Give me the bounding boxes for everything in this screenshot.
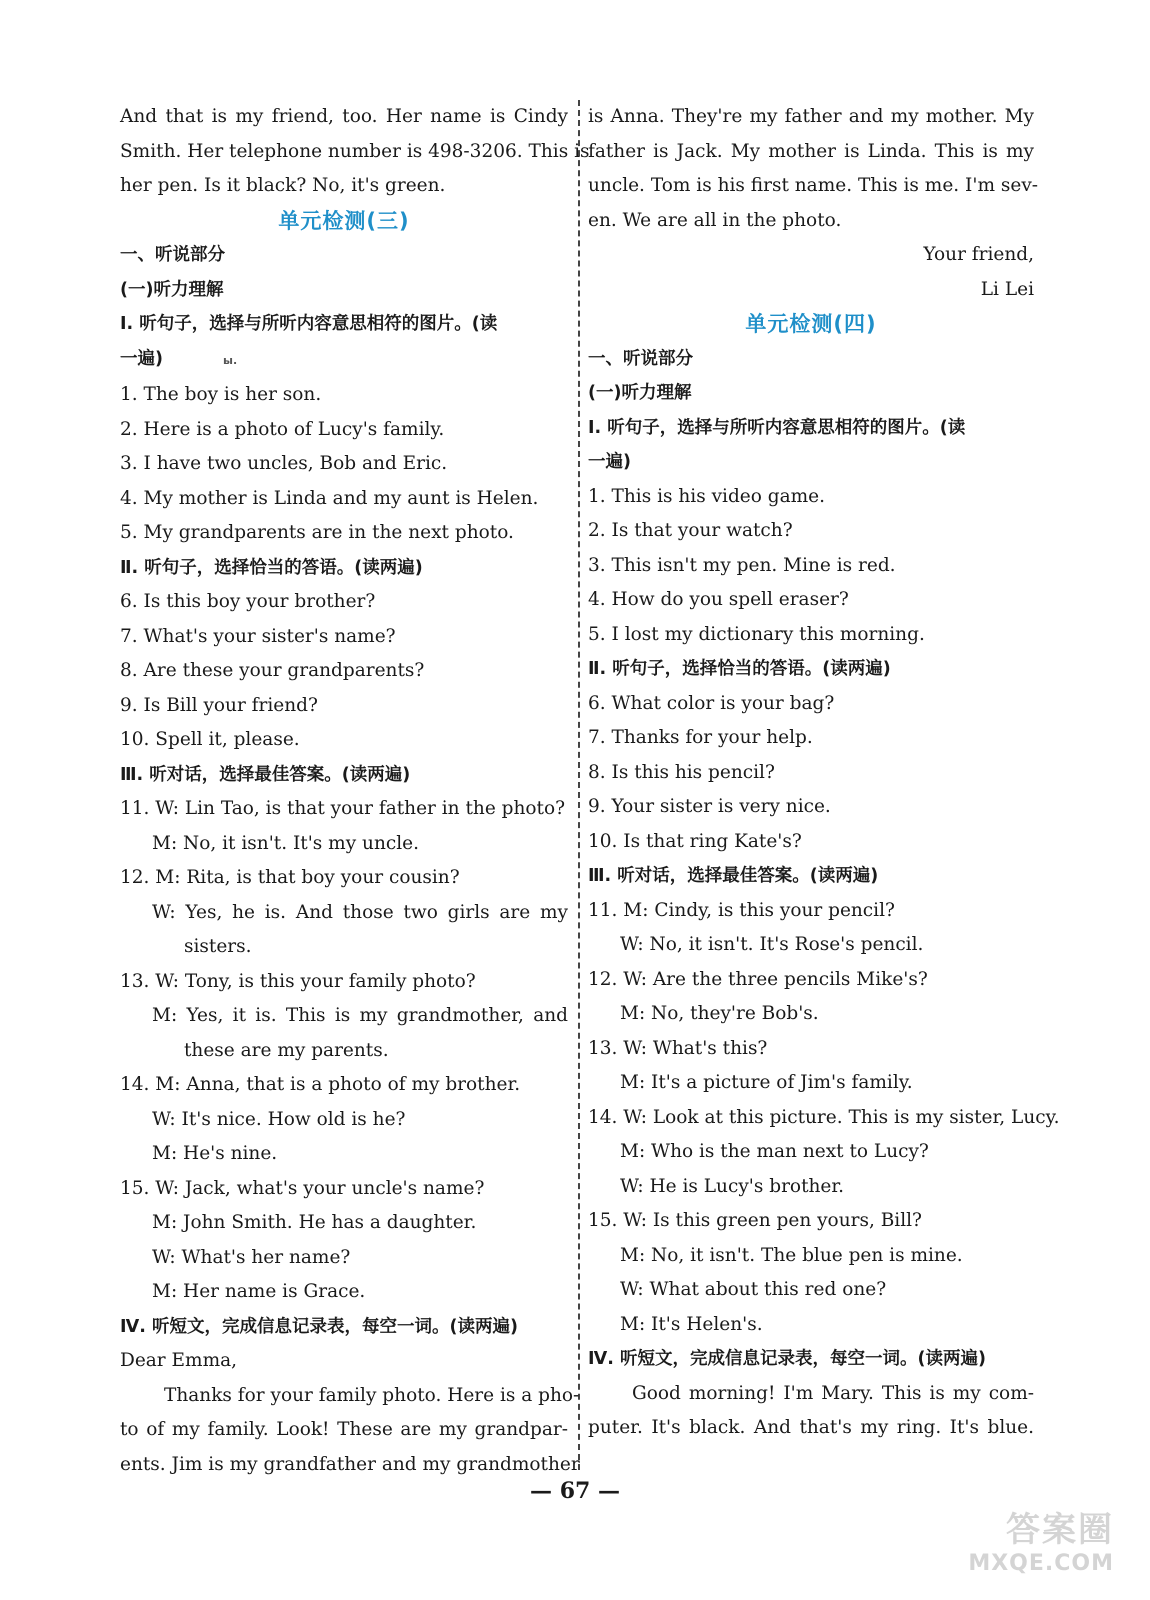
left-column: [120, 100, 590, 1482]
dialogue-line: M: No, it isn't. The blue pen is mine.: [620, 1244, 963, 1266]
question-heading: Ⅰ. 听句子，选择与所听内容意思相符的图片。(读: [120, 314, 498, 334]
text-line: And that is my friend, too. Her name is Cindy: [120, 106, 568, 127]
question-heading: Ⅰ. 听句子，选择与所听内容意思相符的图片。(读: [588, 417, 966, 438]
dialogue-line: 13. W: Tony, is this your family photo?: [120, 970, 476, 992]
text-line: Smith. Her telephone number is 498-3206. This is: [120, 140, 590, 162]
unit-title: 单元检测(四): [745, 312, 877, 336]
listening-item: 6. What color is your bag?: [588, 692, 835, 714]
question-heading: Ⅱ. 听句子，选择恰当的答语。(读两遍): [588, 659, 891, 679]
question-heading: Ⅱ. 听句子，选择恰当的答语。(读两遍): [120, 557, 423, 578]
listening-item: 8. Is this his pencil?: [588, 761, 775, 783]
dialogue-line: M: John Smith. He has a daughter.: [152, 1212, 477, 1233]
dialogue-line: sisters.: [184, 936, 252, 957]
section-heading: (一)听力理解: [120, 279, 224, 300]
letter-line: Thanks for your family photo. Here is a pho-: [164, 1384, 580, 1406]
question-heading-cont: [120, 342, 568, 379]
dialogue-line: W: Yes, he is. And those two girls are my: [152, 901, 568, 923]
listening-item: 1. This is his video game.: [588, 485, 825, 507]
listening-item: 8. Are these your grandparents?: [120, 660, 425, 681]
site-watermark: [924, 1502, 1114, 1580]
listening-item: 5. My grandparents are in the next photo.: [120, 522, 514, 543]
question-heading: Ⅲ. 听对话，选择最佳答案。(读两遍): [588, 866, 879, 886]
dialogue-line: W: He is Lucy's brother.: [620, 1175, 845, 1197]
part-heading: 一、听说部分: [588, 348, 693, 369]
listening-item: 2. Is that your watch?: [588, 520, 793, 541]
dialogue-line: W: No, it isn't. It's Rose's pencil.: [620, 934, 924, 955]
listening-item: 9. Is Bill your friend?: [120, 694, 318, 716]
letter-greeting: Dear Emma,: [120, 1350, 238, 1371]
listening-item: 10. Spell it, please.: [120, 729, 300, 750]
dialogue-line: W: It's nice. How old is he?: [152, 1108, 406, 1130]
listening-item: 4. My mother is Linda and my aunt is Helen.: [120, 487, 539, 509]
passage-line: puter. It's black. And that's my ring. It's blue.: [588, 1417, 1034, 1438]
dialogue-line: M: It's Helen's.: [620, 1313, 763, 1335]
dialogue-line: M: He's nine.: [152, 1143, 278, 1164]
listening-item: 3. I have two uncles, Bob and Eric.: [120, 453, 448, 474]
text-line: is Anna. They're my father and my mother. My: [588, 106, 1034, 127]
right-column: [588, 100, 1060, 1446]
listening-item: 6. Is this boy your brother?: [120, 591, 376, 612]
dialogue-line: M: It's a picture of Jim's family.: [620, 1072, 913, 1093]
dialogue-line: 13. W: What's this?: [588, 1037, 768, 1059]
dialogue-line: W: What's her name?: [152, 1246, 351, 1268]
dialogue-line: M: No, they're Bob's.: [620, 1003, 819, 1024]
question-heading-cont: 一遍): [588, 452, 631, 472]
listening-item: 1. The boy is her son.: [120, 384, 322, 405]
question-heading: Ⅳ. 听短文，完成信息记录表，每空一词。(读两遍): [120, 1316, 518, 1337]
dialogue-line: 12. W: Are the three pencils Mike's?: [588, 968, 928, 990]
dialogue-line: M: No, it isn't. It's my uncle.: [152, 832, 419, 854]
dialogue-line: 15. W: Jack, what's your uncle's name?: [120, 1177, 485, 1199]
dialogue-line: 14. M: Anna, that is a photo of my brother.: [120, 1074, 521, 1095]
dialogue-line: M: Yes, it is. This is my grandmother, and: [152, 1005, 568, 1026]
letter-line: to of my family. Look! These are my grandpar-: [120, 1419, 568, 1440]
listening-item: 2. Here is a photo of Lucy's family.: [120, 418, 445, 440]
listening-item: 3. This isn't my pen. Mine is red.: [588, 554, 896, 576]
listening-item: 4. How do you spell eraser?: [588, 589, 849, 610]
text-line: uncle. Tom is his first name. This is me. I'm sev-: [588, 175, 1039, 196]
text-line: en. We are all in the photo.: [588, 209, 842, 231]
letter-line: ents. Jim is my grandfather and my grandmother: [120, 1453, 580, 1475]
stray-mark: ы.: [223, 353, 238, 367]
letter-closing: Your friend,: [923, 244, 1034, 265]
question-heading: Ⅲ. 听对话，选择最佳答案。(读两遍): [120, 764, 411, 785]
column-divider: [578, 100, 580, 1470]
dialogue-line: M: Her name is Grace.: [152, 1281, 366, 1302]
dialogue-line: these are my parents.: [184, 1039, 389, 1061]
text-line: her pen. Is it black? No, it's green.: [120, 175, 446, 196]
passage-line: Good morning! I'm Mary. This is my com-: [632, 1382, 1034, 1404]
question-heading: Ⅳ. 听短文，完成信息记录表，每空一词。(读两遍): [588, 1349, 986, 1369]
listening-item: 5. I lost my dictionary this morning.: [588, 623, 925, 645]
dialogue-line: 11. W: Lin Tao, is that your father in the photo?: [120, 798, 566, 819]
dialogue-line: W: What about this red one?: [620, 1279, 887, 1300]
part-heading: 一、听说部分: [120, 245, 225, 265]
dialogue-line: 11. M: Cindy, is this your pencil?: [588, 899, 895, 921]
listening-item: 7. Thanks for your help.: [588, 727, 813, 748]
page-number: — 67 —: [530, 1478, 620, 1504]
question-heading-tail: 一遍): [120, 348, 163, 369]
dialogue-line: 15. W: Is this green pen yours, Bill?: [588, 1210, 922, 1231]
dialogue-line: M: Who is the man next to Lucy?: [620, 1141, 929, 1162]
listening-item: 9. Your sister is very nice.: [588, 796, 831, 817]
listening-item: 10. Is that ring Kate's?: [588, 830, 802, 852]
dialogue-line: 14. W: Look at this picture. This is my sister, Lucy.: [588, 1106, 1060, 1128]
section-heading: (一)听力理解: [588, 383, 692, 403]
listening-item: 7. What's your sister's name?: [120, 625, 396, 647]
dialogue-line: 12. M: Rita, is that boy your cousin?: [120, 867, 460, 888]
watermark-url: MXQE.COM: [968, 1551, 1114, 1576]
text-line: father is Jack. My mother is Linda. This is my: [588, 140, 1034, 162]
unit-title: 单元检测(三): [278, 208, 410, 233]
watermark-logo-text: 答案圈: [1006, 1510, 1114, 1550]
letter-signature: Li Lei: [980, 278, 1034, 300]
